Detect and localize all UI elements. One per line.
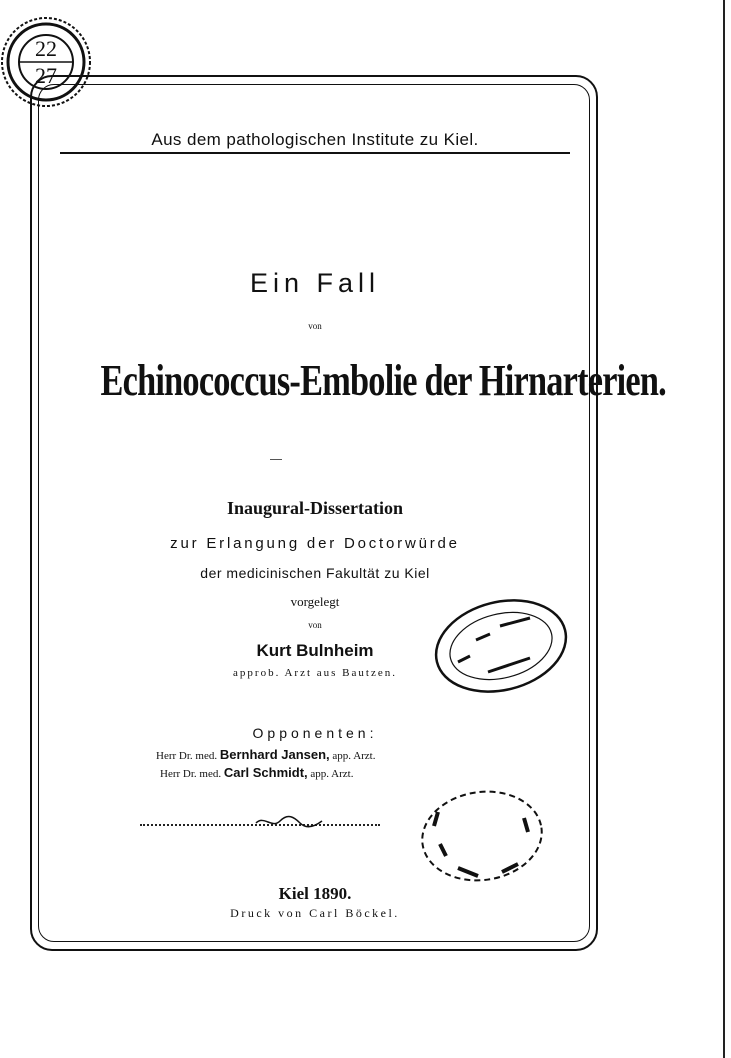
author-name: Kurt Bulnheim (256, 641, 374, 660)
submitted-line: vorgelegt (290, 594, 340, 609)
imprint-printer: Druck von Carl Böckel. (230, 906, 400, 920)
opponent-1 (156, 747, 496, 762)
page-edge-line (723, 0, 725, 1058)
header-rule (60, 152, 570, 154)
von-connector-2: von (308, 620, 322, 630)
opponent-1-prefix: Herr Dr. med. (156, 750, 218, 762)
opponents-heading: Opponenten: (252, 725, 378, 741)
purpose-line: zur Erlangung der Doctorwürde (170, 535, 460, 552)
opponent-2-suffix: app. Arzt. (310, 768, 354, 780)
faculty-line: der medicinischen Fakultät zu Kiel (200, 565, 430, 581)
imprint-place-year: Kiel 1890. (278, 884, 352, 903)
pre-title: Ein Fall (249, 268, 381, 298)
roma-stamp-icon (430, 596, 572, 696)
von-connector-1: von (308, 321, 322, 331)
dissertation-label: Inaugural-Dissertation (226, 498, 403, 518)
opponent-2-prefix: Herr Dr. med. (160, 768, 222, 780)
seal-number-top: 22 (35, 36, 57, 61)
opponent-1-suffix: app. Arzt. (332, 750, 376, 762)
author-credentials: approb. Arzt aus Bautzen. (233, 667, 397, 679)
library-oval-stamp-icon (416, 786, 546, 886)
opponent-1-name: Bernhard Jansen, (219, 747, 330, 762)
separator-mark (270, 459, 282, 460)
divider-flourish-icon (254, 815, 324, 829)
opponent-2 (160, 765, 500, 780)
institute-line: Aus dem pathologischen Institute zu Kiel. (151, 130, 479, 149)
main-title: Echinococcus-Embolie der Hirnarterien. (100, 356, 666, 405)
opponent-2-name: Carl Schmidt, (223, 765, 308, 780)
seal-number-bottom: 27 (35, 63, 57, 88)
